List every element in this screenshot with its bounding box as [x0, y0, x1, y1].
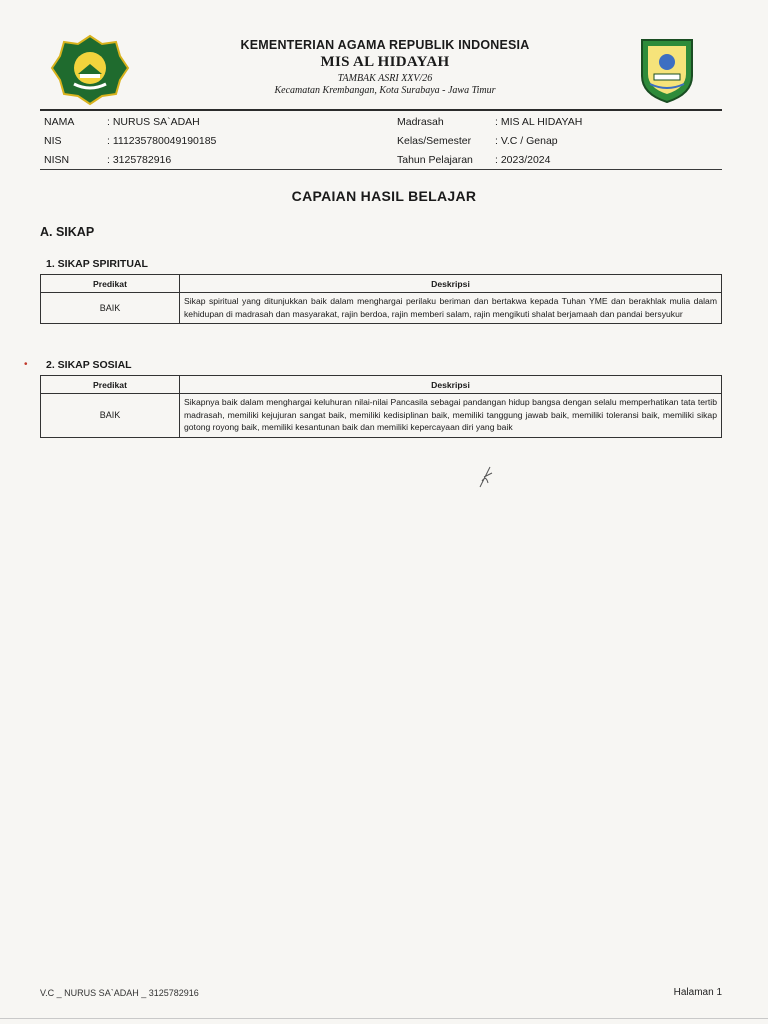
- page-number: Halaman 1: [673, 987, 722, 998]
- class-semester-value: : V.C / Genap: [495, 135, 558, 147]
- spiritual-heading: 1. SIKAP SPIRITUAL: [46, 258, 148, 270]
- school-emblem-icon: [638, 36, 696, 104]
- name-value: : NURUS SA`ADAH: [107, 116, 200, 128]
- nis-value: : 111235780049190185: [107, 135, 217, 147]
- scan-edge: [0, 1018, 768, 1019]
- student-identity: [44, 113, 724, 170]
- identity-divider: [40, 169, 722, 170]
- deskripsi-header: Deskripsi: [180, 376, 722, 394]
- margin-mark: •: [24, 359, 28, 370]
- identity-row: [44, 151, 724, 170]
- class-semester-label: Kelas/Semester: [397, 135, 472, 147]
- predikat-header: Predikat: [41, 376, 180, 394]
- nisn-label: NISN: [44, 154, 70, 166]
- footer-student-id: V.C _ NURUS SA`ADAH _ 3125782916: [40, 988, 199, 998]
- academic-year-label: Tahun Pelajaran: [397, 154, 473, 166]
- name-label: NAMA: [44, 116, 75, 128]
- deskripsi-cell: Sikap spiritual yang ditunjukkan baik dalam menghargai perilaku beriman dan bertakwa kepada Tuhan YME dan berakhlak mulia dalam kehidupan di madrasah dan masyarakat, rajin berdoa, rajin memberi salam, rajin mengikuti shalat berjamaah dan pandai bersyukur: [180, 293, 722, 324]
- deskripsi-cell: Sikapnya baik dalam menghargai keluhuran nilai-nilai Pancasila sebagai pandangan hidup bangsa dengan selalu memperhatikan tata tertib madrasah, memiliki kejujuran sangat baik, memiliki kedisiplinan baik, memiliki tanggung jawab baik, memiliki toleransi baik, memiliki sikap gotong royong baik, memiliki kesantunan baik dan memiliki kepercayaan diri yang baik: [180, 394, 722, 438]
- social-heading: 2. SIKAP SOSIAL: [46, 359, 132, 371]
- deskripsi-header: Deskripsi: [180, 275, 722, 293]
- pen-mark-icon: [476, 463, 496, 489]
- ministry-name: KEMENTERIAN AGAMA REPUBLIK INDONESIA: [240, 38, 530, 52]
- academic-year-value: : 2023/2024: [495, 154, 551, 166]
- madrasah-value: : MIS AL HIDAYAH: [495, 116, 583, 128]
- predikat-cell: BAIK: [41, 394, 180, 438]
- identity-row: [44, 113, 724, 132]
- school-name: MIS AL HIDAYAH: [320, 54, 450, 70]
- spiritual-table: [40, 274, 722, 324]
- section-heading: A. SIKAP: [40, 225, 95, 239]
- page-title: CAPAIAN HASIL BELAJAR: [291, 188, 477, 204]
- kemenag-emblem-icon: [50, 34, 130, 106]
- table-row: [41, 293, 722, 324]
- social-table: [40, 375, 722, 438]
- school-address: TAMBAK ASRI XXV/26: [337, 73, 433, 84]
- header-divider: [40, 109, 722, 111]
- nis-label: NIS: [44, 135, 62, 147]
- table-row: [41, 394, 722, 438]
- letterhead: [150, 38, 620, 96]
- identity-row: [44, 132, 724, 151]
- predikat-header: Predikat: [41, 275, 180, 293]
- school-region: Kecamatan Krembangan, Kota Surabaya - Jawa Timur: [274, 85, 496, 96]
- nisn-value: : 3125782916: [107, 154, 172, 166]
- madrasah-label: Madrasah: [397, 116, 444, 128]
- predikat-cell: BAIK: [41, 293, 180, 324]
